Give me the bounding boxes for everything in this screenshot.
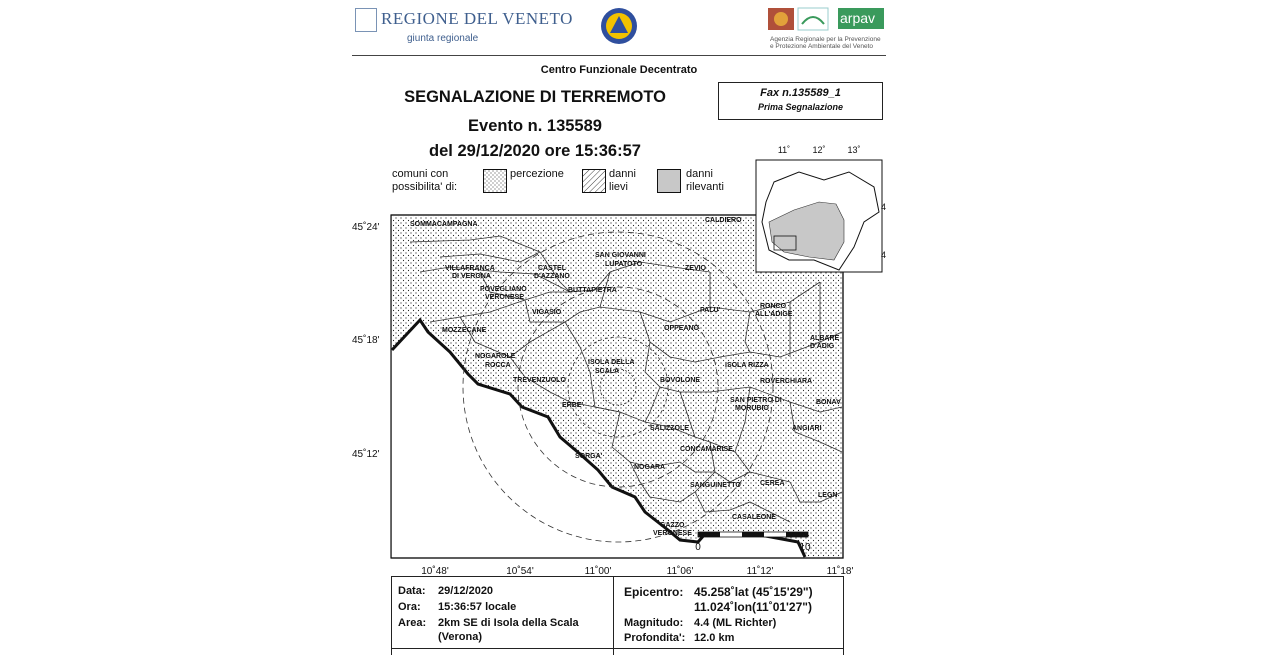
arpav-emblem-icon <box>768 8 836 32</box>
epicentro-label: Epicentro: <box>624 585 684 599</box>
town-label-32: SALIZZOLE <box>650 425 689 432</box>
fax-number: Fax n.135589_1 <box>760 87 841 99</box>
info-divider <box>392 648 843 649</box>
town-label-19: D'ADIG <box>810 343 835 350</box>
legend-danni-rilevanti-line-1: danni <box>686 168 713 180</box>
town-label-16: MOZZECANE <box>442 327 487 334</box>
lon-tick-label-3: 11˚06' <box>666 566 694 577</box>
arpav-name: arpav <box>840 10 876 26</box>
town-label-15: ALL'ADIGE <box>755 311 793 318</box>
centro-funzionale-label: Centro Funzionale Decentrato <box>540 64 698 76</box>
town-label-0: SOMMACAMPAGNA <box>410 221 478 228</box>
town-label-4: CASTEL <box>538 265 566 272</box>
fax-box <box>718 82 883 120</box>
lat-tick-label-2: 45˚12' <box>352 449 380 460</box>
town-label-31: BONAV <box>816 399 841 406</box>
town-label-23: SCALA <box>595 368 620 375</box>
lon-tick-label-2: 11˚00' <box>584 566 612 577</box>
legend-danni-rilevanti-label <box>686 168 724 194</box>
inset-lat-label-0: 4 <box>880 202 886 212</box>
town-label-22: ISOLA DELLA <box>588 359 635 366</box>
lon-tick-label-4: 11˚12' <box>746 566 774 577</box>
town-label-41: VERONESE <box>653 530 692 537</box>
town-label-14: RONCO <box>760 303 787 310</box>
town-label-38: CEREA <box>760 480 785 487</box>
scale-bar <box>698 532 808 537</box>
regione-title: REGIONE DEL VENETO <box>381 9 573 28</box>
legend-percezione-label: percezione <box>510 168 564 180</box>
lon-tick-label-5: 11˚18' <box>826 566 854 577</box>
scale-label-0: 0 <box>695 542 701 553</box>
area-value-line-2: (Verona) <box>438 631 483 643</box>
area-value-line-1: 2km SE di Isola della Scala <box>438 617 579 629</box>
town-label-10: VERONESE <box>485 294 524 301</box>
inset-lon-label-0: 11˚ <box>777 145 791 155</box>
town-label-42: CASALEONE <box>732 514 776 521</box>
data-value: 29/12/2020 <box>438 585 494 597</box>
town-label-7: LUPATOTO <box>605 261 643 268</box>
event-datetime: del 29/12/2020 ore 15:36:57 <box>429 142 641 160</box>
event-number: Evento n. 135589 <box>468 117 602 135</box>
header-divider <box>352 55 886 56</box>
town-label-17: OPPEANO <box>664 325 700 332</box>
arpav-logo <box>768 8 886 52</box>
legend-danni-lievi-label <box>609 168 636 194</box>
ora-value: 15:36:57 locale <box>438 601 517 613</box>
town-label-9: POVEGLIANO <box>480 286 527 293</box>
town-label-26: BOVOLONE <box>660 377 701 384</box>
town-label-34: SORGA' <box>575 453 603 460</box>
legend-danni-lievi-line-2: lievi <box>609 181 628 193</box>
inset-lon-label-2: 13˚ <box>847 145 861 155</box>
town-label-8: ZEVIO <box>685 265 707 272</box>
ora-label: Ora: <box>398 601 421 613</box>
legend-percezione-swatch <box>483 169 507 193</box>
inset-map <box>754 142 884 274</box>
town-label-25: TREVENZUOLO <box>513 377 566 384</box>
town-label-6: SAN GIOVANNI <box>595 252 646 259</box>
town-label-27: ROVERCHIARA <box>760 378 813 385</box>
inset-lon-label-1: 12˚ <box>812 145 826 155</box>
legend-danni-lievi-swatch <box>582 169 606 193</box>
town-label-3: DI VERONA <box>452 273 491 280</box>
town-label-28: ERBE' <box>562 402 584 409</box>
town-label-40: GAZZO <box>660 522 685 529</box>
bulletin-title: SEGNALAZIONE DI TERREMOTO <box>404 88 666 106</box>
lon-tick-label-1: 10˚54' <box>506 566 534 577</box>
area-label: Area: <box>398 617 427 629</box>
scale-label-1: 10 <box>799 542 811 553</box>
fax-subtitle: Prima Segnalazione <box>757 102 844 112</box>
town-label-36: NOGARA <box>634 464 666 471</box>
event-info-right <box>614 577 843 655</box>
lon-tick-label-0: 10˚48' <box>421 566 449 577</box>
town-label-24: ISOLA RIZZA <box>725 362 769 369</box>
profondita-value: 12.0 km <box>694 632 735 644</box>
profondita-label: Profondita': <box>624 632 686 644</box>
town-label-2: VILLAFRANCA <box>445 265 495 272</box>
protezione-civile-logo-icon <box>600 7 638 45</box>
magnitudo-value: 4.4 (ML Richter) <box>694 617 777 629</box>
arpav-desc-line-1: Agenzia Regionale per la Prevenzione <box>770 36 881 43</box>
regione-emblem-icon <box>355 8 377 32</box>
town-label-1: CALDIERO <box>705 217 742 224</box>
lat-tick-label-0: 45˚24' <box>352 222 380 233</box>
legend-danni-lievi-line-1: danni <box>609 168 636 180</box>
legend-danni-rilevanti-line-2: rilevanti <box>686 181 724 193</box>
legend-danni-rilevanti-swatch <box>657 169 681 193</box>
regione-veneto-logo <box>355 8 573 48</box>
arpav-description <box>770 36 890 50</box>
epicentro-lat: 45.258˚lat (45˚15'29") <box>694 585 813 599</box>
town-label-35: CONCAMARISE <box>680 446 733 453</box>
town-label-37: SANGUINETTO <box>690 482 741 489</box>
town-label-13: PALU' <box>700 307 721 314</box>
data-label: Data: <box>398 585 426 597</box>
lat-tick-label-1: 45˚18' <box>352 335 380 346</box>
town-label-11: BUTTAPIETRA <box>568 287 617 294</box>
town-label-33: ANGIARI <box>792 425 822 432</box>
town-label-18: ALBARE <box>810 335 840 342</box>
town-label-21: ROCCA <box>485 362 511 369</box>
legend-intro: comuni con possibilita' di: <box>392 168 458 193</box>
town-label-30: MORUBIO <box>735 405 769 412</box>
town-label-20: NOGAROLE <box>475 353 516 360</box>
epicentro-lon: 11.024˚lon(11˚01'27") <box>694 600 812 614</box>
event-info-left <box>392 577 614 655</box>
regione-subtitle: giunta regionale <box>407 33 479 44</box>
town-label-39: LEGN <box>818 492 838 499</box>
arpav-desc-line-2: e Protezione Ambientale del Veneto <box>770 43 873 50</box>
inset-lat-label-1: 4 <box>880 250 886 260</box>
magnitudo-label: Magnitudo: <box>624 617 684 629</box>
town-label-5: D'AZZANO <box>534 273 570 280</box>
event-info-box <box>391 576 844 655</box>
town-label-12: VIGASIO <box>532 309 562 316</box>
town-label-29: SAN PIETRO DI <box>730 397 782 404</box>
